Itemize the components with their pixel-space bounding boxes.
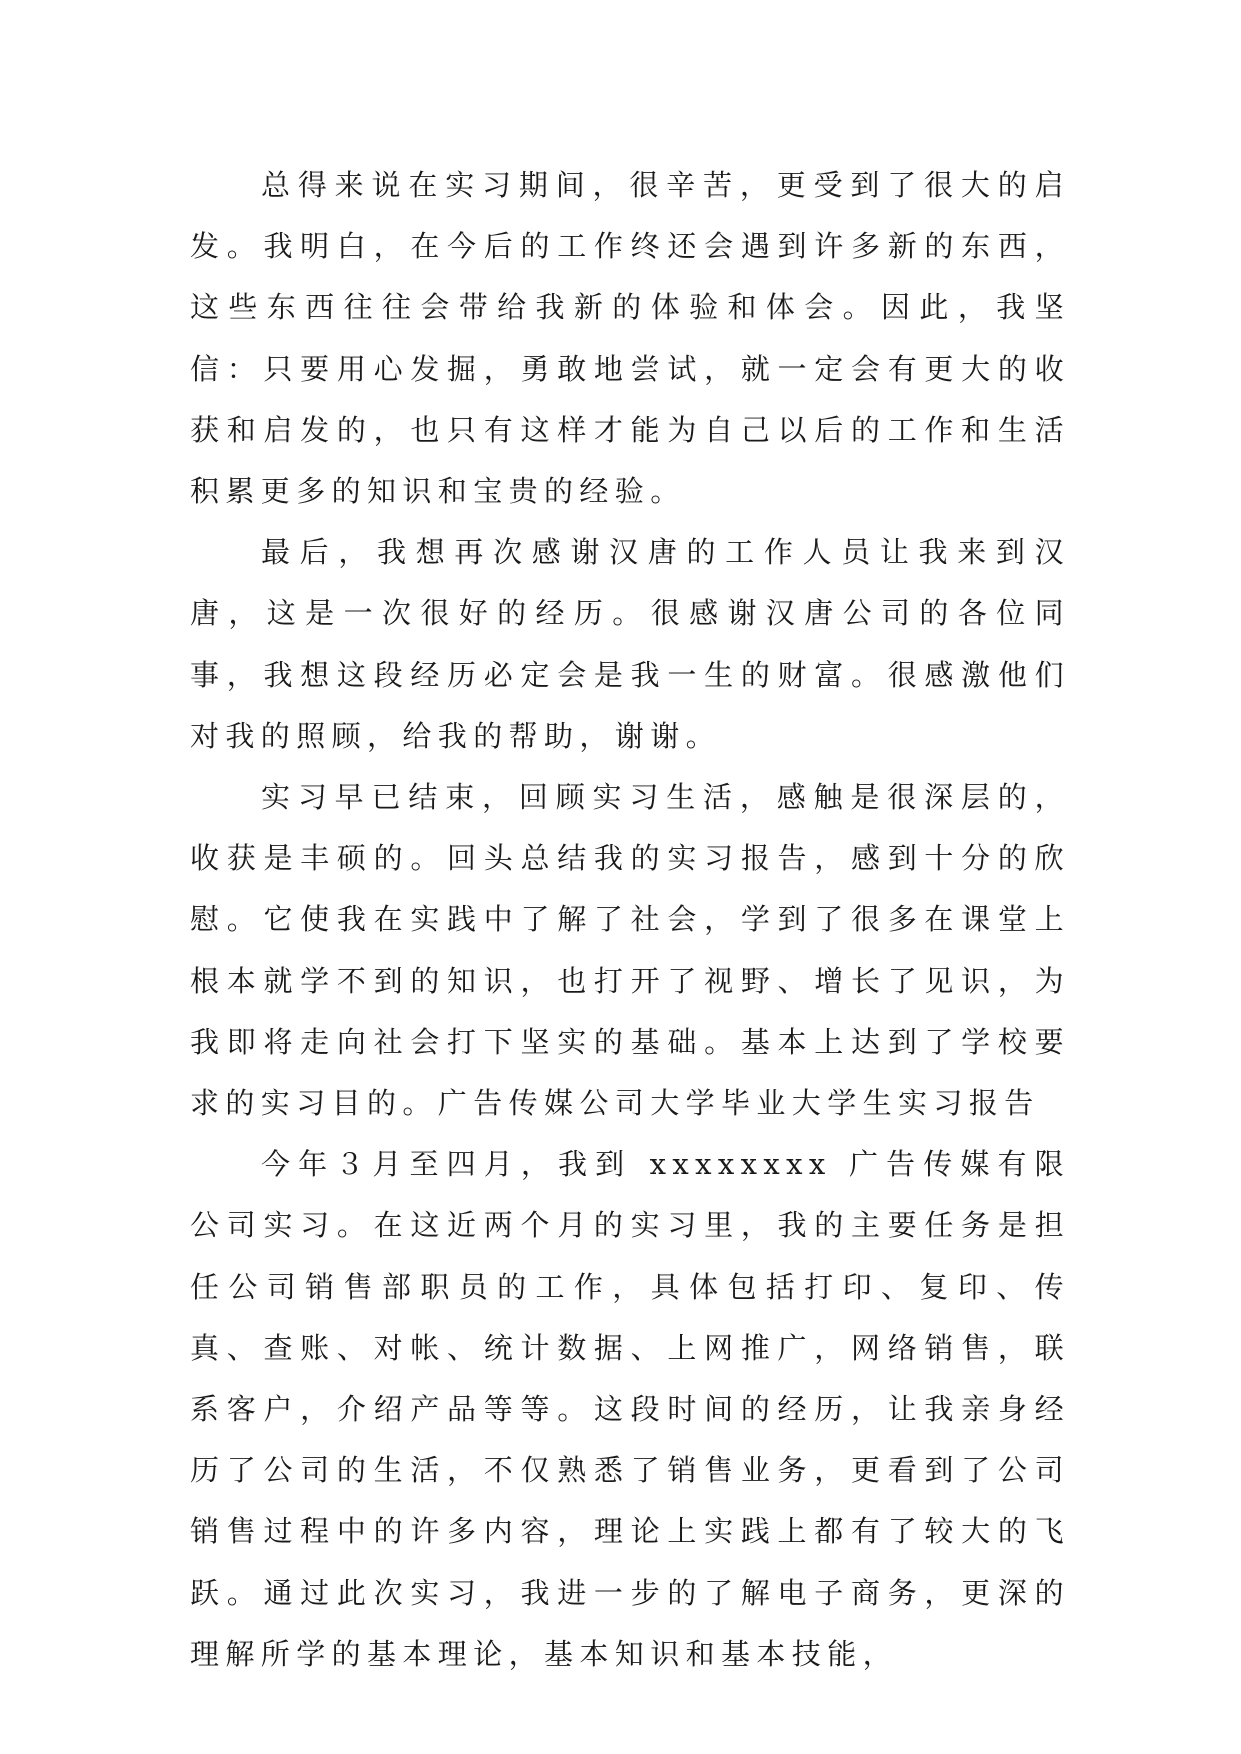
body-text	[190, 155, 1070, 1685]
paragraph-thanks: 最后，我想再次感谢汉唐的工作人员让我来到汉唐，这是一次很好的经历。很感谢汉唐公司的各位同事，我想这段经历必定会是我一生的财富。很感激他们对我的照顾，给我的帮助，谢谢。	[190, 535, 1070, 753]
paragraph-reflection: 实习早已结束，回顾实习生活，感触是很深层的，收获是丰硕的。回头总结我的实习报告，感到十分的欣慰。它使我在实践中了解了社会，学到了很多在课堂上根本就学不到的知识，也打开了视野、增长了见识，为我即将走向社会打下坚实的基础。基本上达到了学校要求的实习目的。广告传媒公司大学毕业大学生实习报告	[190, 780, 1070, 1121]
paragraph-internship-details: 今年３月至四月，我到 xxxxxxxx 广告传媒有限公司实习。在这近两个月的实习里，我的主要任务是担任公司销售部职员的工作，具体包括打印、复印、传真、查账、对帐、统计数据、上网推广，网络销售，联系客户，介绍产品等等。这段时间的经历，让我亲身经历了公司的生活，不仅熟悉了销售业务，更看到了公司销售过程中的许多内容，理论上实践上都有了较大的飞跃。通过此次实习，我进一步的了解电子商务，更深的理解所学的基本理论，基本知识和基本技能，	[190, 1147, 1070, 1671]
paragraph-summary: 总得来说在实习期间，很辛苦，更受到了很大的启发。我明白，在今后的工作终还会遇到许多新的东西，这些东西往往会带给我新的体验和体会。因此，我坚信：只要用心发掘，勇敢地尝试，就一定会有更大的收获和启发的，也只有这样才能为自己以后的工作和生活积累更多的知识和宝贵的经验。	[190, 168, 1070, 509]
